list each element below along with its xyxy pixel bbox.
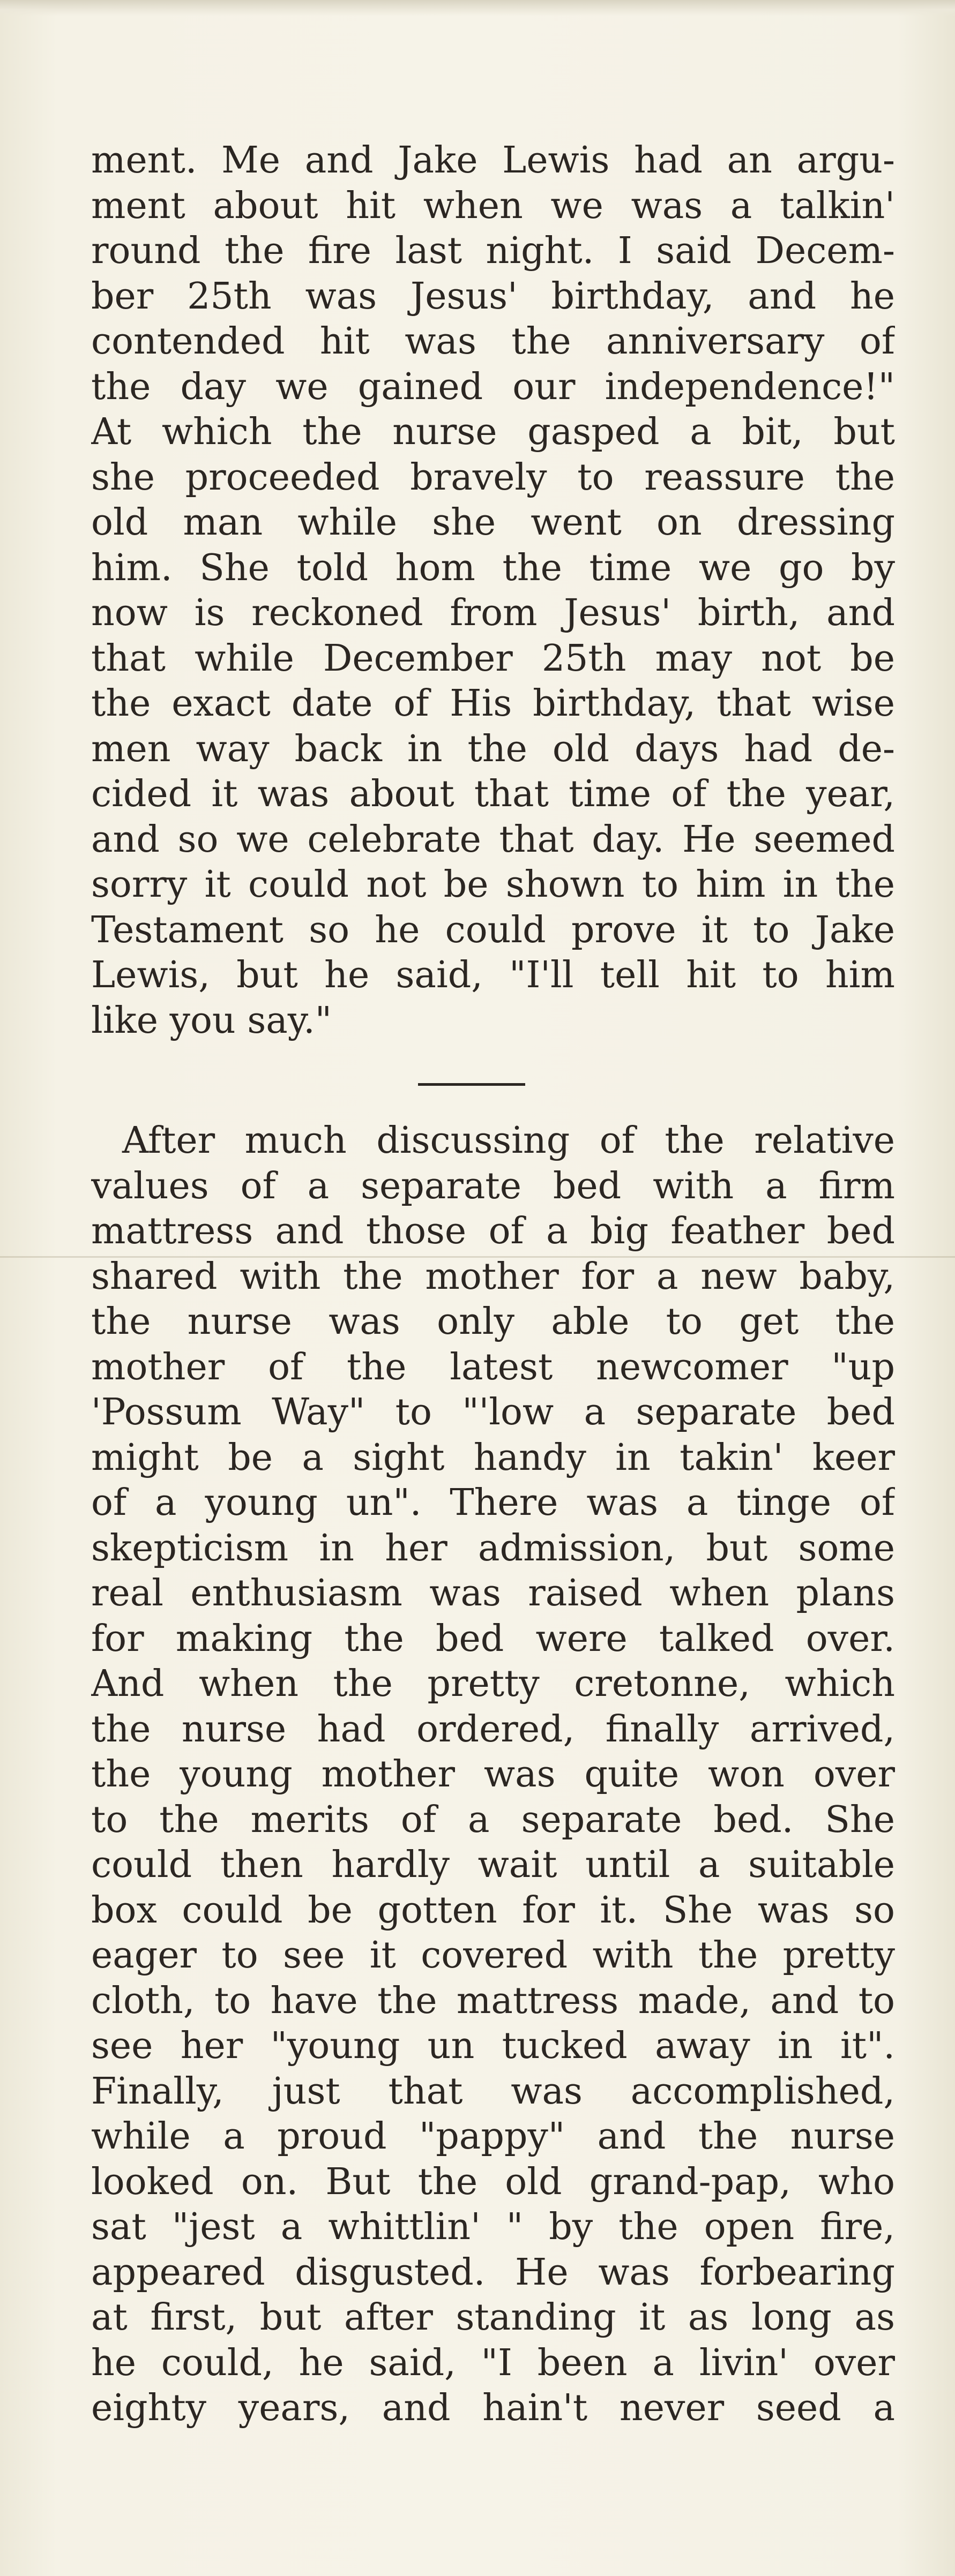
text-line: ment about hit when we was a talkin' (91, 184, 895, 227)
page-top-edge (0, 0, 955, 16)
text-line: Finally, just that was accomplished, (91, 2070, 895, 2113)
text-line: At which the nurse gasped a bit, but (91, 411, 895, 453)
text-line: values of a separate bed with a firm (91, 1165, 895, 1207)
text-line: sorry it could not be shown to him in the (91, 863, 895, 906)
text-line: contended hit was the anniversary of (91, 320, 895, 363)
text-line: men way back in the old days had de- (91, 727, 895, 770)
text-line: the day we gained our independence!" (91, 365, 895, 408)
text-line: 'Possum Way" to "'low a separate bed (91, 1391, 895, 1433)
text-line: appeared disgusted. He was forbearing (91, 2251, 895, 2294)
text-line: ber 25th was Jesus' birthday, and he (91, 275, 895, 318)
text-line: eager to see it covered with the pretty (91, 1934, 895, 1977)
text-line: him. She told hom the time we go by (91, 546, 895, 589)
text-line: the nurse had ordered, finally arrived, (91, 1708, 895, 1751)
text-line: skepticism in her admission, but some (91, 1527, 895, 1569)
text-line: ment. Me and Jake Lewis had an argu- (91, 139, 895, 182)
text-line: now is reckoned from Jesus' birth, and (91, 592, 895, 634)
text-line: Testament so he could prove it to Jake (91, 908, 895, 951)
text-line: real enthusiasm was raised when plans (91, 1572, 895, 1614)
section-divider (418, 1083, 525, 1086)
text-line: of a young un". There was a tinge of (91, 1482, 895, 1524)
text-line: the exact date of His birthday, that wise (91, 682, 895, 725)
text-line: Lewis, but he said, "I'll tell hit to him (91, 954, 895, 996)
text-line: shared with the mother for a new baby, (91, 1255, 895, 1298)
text-line: he could, he said, "I been a livin' over (91, 2341, 895, 2384)
text-line: cloth, to have the mattress made, and to (91, 1979, 895, 2022)
text-line: might be a sight handy in takin' keer (91, 1436, 895, 1479)
text-line: see her "young un tucked away in it". (91, 2025, 895, 2067)
text-line: she proceeded bravely to reassure the (91, 456, 895, 499)
text-line: And when the pretty cretonne, which (91, 1663, 895, 1705)
text-line: and so we celebrate that day. He seemed (91, 818, 895, 861)
text-line: old man while she went on dressing (91, 501, 895, 544)
text-line: could then hardly wait until a suitable (91, 1844, 895, 1886)
text-line: like you say." (91, 999, 332, 1042)
text-line: cided it was about that time of the year, (91, 773, 895, 815)
text-line: box could be gotten for it. She was so (91, 1889, 895, 1932)
text-line: the nurse was only able to get the (91, 1301, 895, 1343)
text-line: at first, but after standing it as long as (91, 2296, 895, 2339)
text-line: sat "jest a whittlin' " by the open fire, (91, 2206, 895, 2248)
paragraph-2 (91, 1118, 895, 2431)
text-line: to the merits of a separate bed. She (91, 1798, 895, 1841)
text-line: while a proud "pappy" and the nurse (91, 2115, 895, 2158)
text-line: for making the bed were talked over. (91, 1617, 895, 1660)
text-line: eighty years, and hain't never seed a (91, 2387, 895, 2429)
paragraph-1 (91, 138, 895, 1043)
text-line: the young mother was quite won over (91, 1753, 895, 1796)
text-line: round the fire last night. I said Decem- (91, 230, 895, 272)
text-line: that while December 25th may not be (91, 637, 895, 680)
text-line: mattress and those of a big feather bed (91, 1210, 895, 1252)
text-line: mother of the latest newcomer "up (91, 1346, 895, 1388)
text-line: After much discussing of the relative (122, 1120, 895, 1162)
text-line: looked on. But the old grand-pap, who (91, 2160, 895, 2203)
